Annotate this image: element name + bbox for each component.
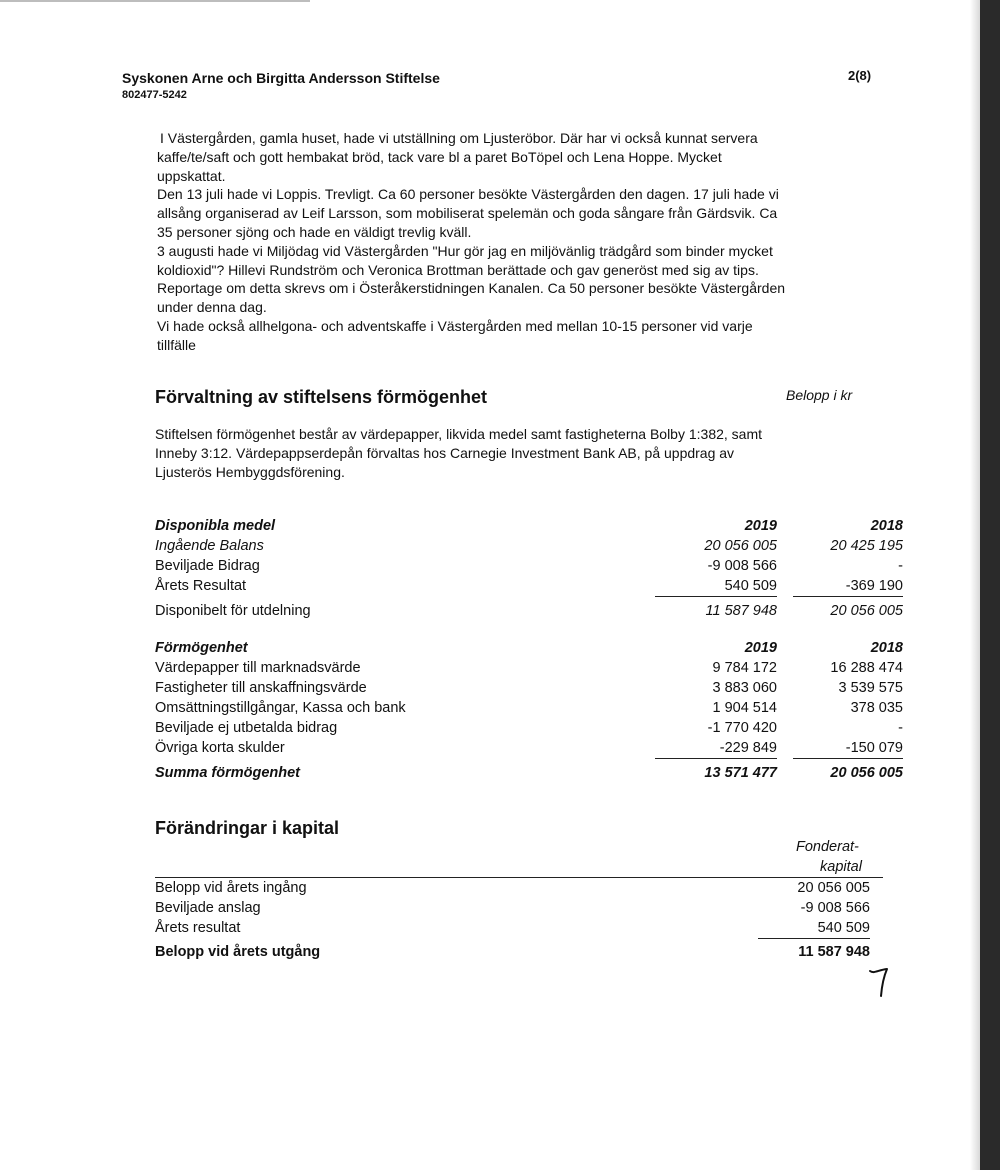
row-value: 20 056 005: [797, 880, 870, 896]
total-rule: [758, 938, 870, 939]
table-row: [155, 878, 883, 898]
text-line: I Västergården, gamla huset, hade vi utställning om Ljusteröbor. Där har vi också kunnat servera: [160, 130, 758, 146]
value-2019: 540 509: [724, 578, 777, 594]
row-label: Fastigheter till anskaffningsvärde: [155, 680, 367, 696]
row-label: Beviljade ej utbetalda bidrag: [155, 720, 338, 736]
section-title-forandringar: Förändringar i kapital: [155, 818, 340, 838]
text-line: 3 augusti hade vi Miljödag vid Västergården "Hur gör jag en miljövänlig trädgård som binder mycket: [157, 242, 773, 259]
value-2018: -150 079: [845, 740, 903, 756]
scan-edge: [980, 0, 1000, 1170]
table-row: [155, 556, 903, 576]
table-row: [155, 698, 903, 718]
text-line: tillfälle: [157, 336, 196, 353]
handwritten-mark: [868, 966, 892, 1003]
total-2018: 20 056 005: [793, 759, 903, 784]
table-row: [155, 918, 883, 938]
row-label: Årets Resultat: [155, 578, 247, 595]
intro-paragraph: [157, 129, 785, 355]
row-label: Övriga korta skulder: [155, 740, 285, 757]
row-label: Beviljade anslag: [155, 900, 261, 916]
row-label: Belopp vid årets ingång: [155, 880, 307, 896]
table-row: [155, 738, 903, 759]
table-header-row: [155, 638, 903, 658]
handwritten-seven-icon: [868, 966, 892, 998]
unit-note: Belopp i kr: [786, 387, 853, 403]
total-label: Belopp vid årets utgång: [155, 944, 321, 960]
total-label: Summa förmögenhet: [155, 764, 301, 781]
organization-name: Syskonen Arne och Birgitta Andersson Stiftelse: [122, 70, 440, 86]
disponibla-medel-table: [155, 516, 903, 621]
value-2019: -229 849: [719, 740, 777, 756]
forandringar-table: [155, 878, 883, 962]
total-value: [635, 938, 883, 962]
formogenhet-heading: Förmögenhet: [155, 640, 248, 656]
value-2018: 378 035: [850, 700, 903, 716]
scan-artifact-top: [0, 0, 310, 2]
text-line: 35 personer sjöng och hade en väldigt trevlig kväll.: [157, 223, 472, 240]
table-row: [155, 536, 903, 556]
value-2018: -: [898, 558, 903, 574]
year-2018-header: 2018: [870, 518, 903, 534]
text-line: under denna dag.: [157, 299, 267, 316]
row-label: Beviljade Bidrag: [155, 558, 260, 574]
row-label: Värdepapper till marknadsvärde: [155, 660, 361, 676]
total-2019: 11 587 948: [655, 597, 777, 622]
forvaltning-description: [155, 425, 762, 481]
table-row: [155, 658, 903, 678]
text-line: koldioxid"? Hillevi Rundström och Veronica Brottman berättade och gav generöst med sig av tips.: [157, 261, 759, 278]
text-line: Inneby 3:12. Värdepappserdepån förvaltas hos Carnegie Investment Bank AB, på uppdrag av: [155, 444, 735, 461]
value-2018: 20 425 195: [830, 538, 903, 554]
year-2018-header: 2018: [870, 640, 903, 656]
total-value-text: 11 587 948: [798, 944, 870, 960]
formogenhet-table: [155, 638, 903, 783]
value-2018: -: [898, 720, 903, 736]
total-2018: 20 056 005: [793, 597, 903, 622]
section-title-forvaltning: Förvaltning av stiftelsens förmögenhet: [155, 387, 488, 407]
total-2019: 13 571 477: [655, 759, 777, 784]
page-indicator: 2(8): [848, 68, 872, 83]
column-header-fonderat: Fonderat-: [796, 839, 859, 855]
text-line: uppskattat.: [157, 167, 226, 184]
row-value: 540 509: [817, 920, 870, 936]
text-line: Reportage om detta skrevs om i Österåkerstidningen Kanalen. Ca 50 personer besökte Västergården: [157, 280, 786, 297]
table-header-row: [155, 516, 903, 536]
value-2019: 20 056 005: [704, 538, 777, 554]
text-line: Ljusterös Hembyggdsförening.: [155, 463, 345, 480]
text-line: Den 13 juli hade vi Loppis. Trevligt. Ca 60 personer besökte Västergården den dagen. 17 juli hade vi: [157, 186, 779, 203]
row-label: Årets resultat: [155, 920, 241, 936]
text-line: allsång organiserad av Leif Larsson, som mobiliserat spelemän och goda sångare från Gärdsvik. Ca: [157, 205, 778, 222]
table-row: [155, 718, 903, 738]
row-label: Omsättningstillgångar, Kassa och bank: [155, 700, 406, 716]
total-row: [155, 938, 883, 962]
org-number: 802477-5242: [122, 89, 187, 101]
year-2019-header: 2019: [744, 640, 777, 656]
text-line: kaffe/te/saft och gott hembakat bröd, tack vare bl a paret BoTöpel och Lena Hoppe. Mycket: [157, 148, 722, 165]
value-2019: 1 904 514: [712, 700, 777, 716]
table-row: [155, 678, 903, 698]
total-row: [155, 759, 903, 784]
text-line: Vi hade också allhelgona- och adventskaffe i Västergården med mellan 10-15 personer vid varje: [157, 317, 753, 334]
row-label: Ingående Balans: [155, 538, 264, 554]
value-2019: -1 770 420: [707, 720, 777, 736]
scan-edge-shadow: [970, 0, 980, 1170]
column-header-kapital: kapital: [820, 859, 862, 875]
year-2019-header: 2019: [744, 518, 777, 534]
value-2018: 3 539 575: [838, 680, 903, 696]
value-2019: 3 883 060: [712, 680, 777, 696]
total-row: [155, 597, 903, 622]
table-row: [155, 898, 883, 918]
value-2018: -369 190: [845, 578, 903, 594]
row-value: -9 008 566: [800, 900, 870, 916]
disponibla-heading: Disponibla medel: [155, 518, 276, 534]
total-label: Disponibelt för utdelning: [155, 602, 311, 619]
value-2018: 16 288 474: [830, 660, 903, 676]
text-line: Stiftelsen förmögenhet består av värdepapper, likvida medel samt fastigheterna Bolby 1:382, samt: [155, 426, 763, 442]
value-2019: -9 008 566: [707, 558, 777, 574]
table-row: [155, 576, 903, 597]
value-2019: 9 784 172: [712, 660, 777, 676]
